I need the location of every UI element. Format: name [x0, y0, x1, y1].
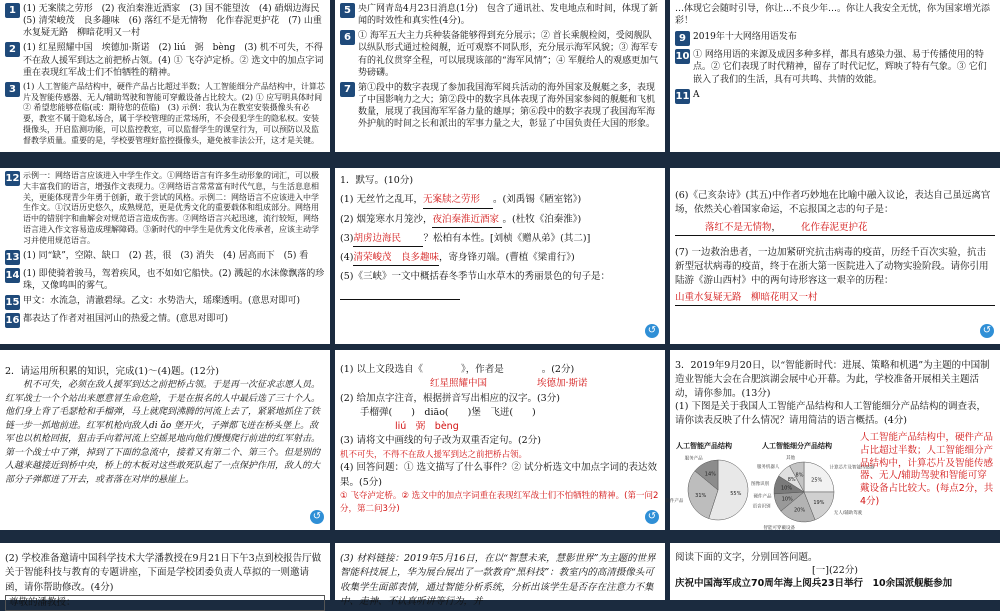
question-heading: 1．默写。(10分): [340, 175, 414, 186]
answer-item: [5, 42, 325, 78]
item-number: 11: [675, 90, 690, 102]
slice-category-label: 图像识别: [751, 482, 770, 488]
answer-row: [340, 377, 660, 391]
chart-area: [665, 442, 875, 531]
tile-question-2: [0, 350, 330, 530]
answer-fill: ① 飞夺泸定桥。② 选文中的加点字词重在表现红军战士们不怕牺牲的精神。(第一问2分，第二问3分): [340, 490, 659, 514]
answer-item: [5, 295, 325, 310]
slice-label: 14%: [704, 471, 716, 478]
item-number: 9: [675, 31, 690, 46]
sub-question: (3) 请将文中画线的句子改为双重否定句。(2分): [340, 435, 541, 447]
tile-question-1: [335, 168, 665, 344]
chart-title: 人工智能产品结构: [676, 442, 732, 450]
answer-fill: 清荣峻茂 良多趣味: [353, 251, 439, 266]
slice-category-label: 服务产品: [684, 456, 703, 462]
item-text: (1) 即使骑着骏马，驾着疾风，也不如如它船快。(2) 溅起的水沫像飘落的珍珠，又像鸣叫的雾气。: [23, 268, 325, 291]
question-text: (7) 一边救治患者，一边加紧研究抗击病毒的疫苗，历经千百次实验，抗击新型冠状病毒的疫苗，终于在浙大第一医院进入了动物实验阶段。请你引用陆游《游山西村》中的两句诗形容这一艰辛的历程：: [675, 246, 989, 287]
question-heading: 3．2019年9月20日，以“智能新时代：进展、策略和机遇”为主题的中国制造业智能大会在合肥滨湖会展中心开幕。为此，学校准备开展相关主题活动，请你参加。(13分): [675, 360, 990, 399]
top-text: …体现它会随时引导，你让…不良少年…。你让人我安全无忧，你为国家增光添彩！: [675, 4, 991, 27]
question-text: (6)《己亥杂诗》(其五)中作者巧妙地在比喻中融入议论，表达自己虽远离官场，依然关心着国家命运，不忘报国之志的句子是：: [675, 190, 991, 216]
reading-section: [一](22分): [812, 564, 858, 576]
line-pre: (2) 烟笼寒水月笼沙，: [340, 213, 433, 225]
item-number: 13: [5, 251, 20, 263]
answer-item: [340, 30, 660, 79]
item-number: 7: [340, 82, 355, 97]
sub-question: (1) 以上文段选自《 》，作者是 。(2分): [340, 364, 575, 375]
sub-question: (4) 回答问题：① 选文描写了什么事件？② 试分析选文中加点字词的表达效果。(5分): [340, 462, 658, 488]
line-pre: (5)《三峡》一文中概括春冬季节山水草木的秀丽景色的句子是：: [340, 271, 610, 283]
answer-item: [675, 49, 995, 85]
question-line: [340, 251, 660, 266]
answer-fill: 红星照耀中国: [430, 378, 488, 390]
answer-fill: 夜泊秦淮近酒家: [432, 213, 502, 228]
slice-category-label: 服务机器人: [756, 464, 780, 470]
question-heading: 2．请运用所积累的知识，完成(1)～(4)题。(12分): [5, 366, 219, 377]
answer-item: [5, 3, 329, 39]
answer-item: [5, 313, 325, 328]
answer-item: [5, 81, 331, 147]
item-number: 5: [340, 3, 355, 18]
item-text: ① 海军五大主力兵种装备能够得到充分展示；② 首长乘舰检阅，受阅舰队以纵队形式通过检阅舰，近可观察不同队形，充分展示海军风貌；③ 海军专有的礼仪贯穿全程，可以展现该部的“海军风情”；④ 军舰给人的观感更加气势磅礴。: [358, 31, 659, 78]
item-text: 2019年十大网络用语发布: [693, 32, 797, 43]
chart-title: 人工智能细分产品结构: [762, 442, 832, 450]
answer-item: [5, 171, 325, 247]
tile-answers-1-3: [0, 0, 330, 152]
tile-answers-12-16: [0, 168, 330, 344]
item-number: 3: [5, 82, 20, 97]
slice-label: 20%: [793, 507, 806, 514]
reading-lead: 阅读下面的文字，分别回答问题。: [675, 552, 818, 563]
item-number: 15: [5, 296, 20, 308]
slice-label: 8%: [787, 476, 796, 483]
item-text: 央广网青岛4月23日消息(1分) 包含了通讯社、发电地点和时间，体现了新闻的时效性和真实性(4分)。: [358, 4, 658, 27]
answer-blank: [340, 285, 460, 300]
letter-salutation: 尊敬的潘教授：: [5, 595, 325, 611]
tile-question-3-material: [335, 543, 665, 607]
passage: 机不可失，必须在敌人援军到达之前把桥占领。于是再一次征求志愿人员。红军战士一个个站出来愿意冒生命危险，于是在报名的人中最后选了三十个人。他们身上背了毛瑟枪和手榴弹，马上就爬到沸腾的河流上去了，紧紧地抓住了铁链一步一抓地前进。红军机枪向敌人di ǎo 堡开火，子弹都飞迸在桥头堡上。敌军也以机枪回报，狙击手向着河流上空摇晃地向他们慢慢爬行前进的红军射击。第一个战士中了弹，掉到了下面的急流中，接着又有第二个、第三个。但是别的人越来越接近到桥中央，桥上的木板对这些敢死队起了一点保护作用，敌人的大部分子弹都迸了开去，或者落在对岸的悬崖上。: [5, 380, 321, 485]
answer-item: [340, 82, 660, 131]
answer-line: 落红不是无情物， 化作春泥更护花: [675, 221, 995, 236]
slice-label: 10%: [781, 485, 793, 492]
tile-question-3: [665, 350, 1000, 531]
answer-fill: 埃德加·斯诺: [537, 378, 588, 390]
slice-label: 25%: [811, 477, 823, 484]
item-text: 第①段中的数字表现了参加我国海军阅兵活动的海外国家及舰艇之多，表现了中国影响力之大；第②段中的数字具体表现了海外国家参阅的舰艇和飞机数量，展现了我国海军军备力量的雄厚；第⑥段中的数字表现了我国海军海外护航的时间之长和派出的军事力量之大，彰显了中国负责任大国的形象。: [358, 82, 656, 130]
sub-question: 手榴弹( ) diāo( )堡 飞迸( ): [360, 406, 536, 418]
pie-charts: [665, 442, 875, 531]
sub-question: (1) 下图是关于我国人工智能产品结构和人工智能细分产品结构的调查表，请你读表反映了什么情况？请用简洁的语言概括。(4分): [675, 401, 986, 427]
item-number: 12: [5, 173, 20, 184]
answer-fill: 无案牍之劳形: [423, 193, 493, 208]
answer-item: [5, 268, 325, 292]
answer-item: [5, 250, 325, 265]
tile-answers-9-11: [670, 0, 1000, 152]
material-text: (3) 材料链接：2019年5月16日，在以“智慧未来，慧影世界”为主题的世界智能科技展上，华为展台展出了一款教育“黑科技”：教室内的高清摄像头可收集学生面部表情，通过智能分析系统，分析出该学生是否存在注意力不集中、走神、不认真听讲等行为，并: [340, 553, 656, 607]
reading-title: 庆祝中国海军成立70周年海上阅兵23日举行 10余国派舰艇参加: [675, 577, 953, 589]
slice-category-label: 计算芯片及智能传感器: [829, 465, 875, 471]
sub-question: (2) 学校准备邀请中国科学技术大学潘教授在9月21日下午3点到校报告厅做关于智能科技与教育的专题讲座，下面是学校团委负责人草拟的一则邀请函，请你帮助修改。(4分): [5, 553, 322, 593]
slice-category-label: 语音识别: [752, 504, 771, 510]
question-line: [340, 193, 660, 208]
question-line: [340, 213, 660, 228]
tile-reading: [670, 543, 1000, 600]
slice-category-label: 无人/辅助驾驶: [833, 511, 863, 517]
item-text: (1) 红星照耀中国 埃德加·斯诺 (2) liú 弼 bèng (3) 机不可失，不得不在敌人援军到达之前把桥占领。(4) ① 飞夺泸定桥。② 选文中的加点字词重在表现红军战士们不怕牺牲的精神。: [23, 43, 324, 78]
tile-question-1-cont: [670, 168, 1000, 344]
line-pre: (3): [340, 232, 354, 244]
answer-item: [340, 3, 660, 27]
slice-category-label: 其他: [786, 456, 796, 462]
item-number: 10: [675, 51, 690, 63]
item-text: A: [693, 89, 700, 100]
answer-fill: liú 弼 bèng: [395, 421, 459, 432]
line-post: ，寄身锋刃端。(曹植《梁甫行》): [438, 252, 575, 263]
item-text: ① 网络用语的来源及成因多种多样，都具有感染力强、易于传播使用的特点。② 它们表现了时代精神，留存了时代记忆，辉映了特有气象。③ 它们嵌入了我们的生活，具有可共鸣、共情的效能。: [693, 50, 987, 85]
line-post: 。(杜牧《泊秦淮》): [502, 213, 582, 225]
return-icon[interactable]: ↺: [645, 510, 659, 524]
return-icon[interactable]: ↺: [645, 324, 659, 338]
question-line: [340, 232, 660, 247]
line-pre: (4): [340, 252, 354, 263]
item-number: 6: [340, 30, 355, 45]
answer-fill: 山重水复疑无路 柳暗花明又一村: [675, 291, 818, 303]
item-text: (1) 人工智能产品结构中，硬件产品占比超过半数；人工智能细分产品结构中，计算芯片及智能传感器、无人/辅助驾驶和智能可穿戴设备占比较大。(2) ① 应写明具体时间 ② 希望您能够莅临(或：期待您的莅临) (3) 示例：我认为在教室安装摄像头有必要，教室不属于隐私场合，属于学校管理的正常场所，不会侵犯学生的隐私权。安装摄像头，开启监测功能，可以监控教室，可以监督学生的课堂行为，可以预防以及监督教学质量。重要的是，学校要管理好监控摄像头，避免被非法公开，这才是关键。: [23, 81, 331, 145]
return-icon[interactable]: ↺: [310, 510, 324, 524]
sub-question: (2) 给加点字注音，根据拼音写出相应的汉字。(3分): [340, 392, 560, 404]
answer-line: [675, 291, 995, 306]
line-post: ？松柏有本性。[刘桢《赠从弟》(其二)]: [423, 232, 591, 244]
slice-label: 8%: [795, 472, 804, 479]
return-icon[interactable]: ↺: [980, 324, 994, 338]
answer-fill: 胡虏边海民: [353, 232, 423, 247]
question-line: [340, 270, 660, 300]
tile-question-2-parts: [335, 350, 665, 530]
item-text: (1) 同“缺”，空隙、缺口 (2) 甚，很 (3) 消失 (4) 居高而下 (5) 看: [23, 250, 309, 261]
answer-item: [675, 89, 995, 104]
item-text: (1) 无案牍之劳形 (2) 夜泊秦淮近酒家 (3) 国不能望汝 (4) 硝烟边海民 (5) 清荣峻茂 良多趣味 (6) 落红不是无情物 化作春泥更护花 (7) 山重水复疑无路 柳暗花明又一村: [23, 4, 329, 39]
item-number: 2: [5, 42, 20, 57]
chart-answer: 人工智能产品结构中，硬件产品占比超过半数；人工智能细分产品结构中，计算芯片及智能传感器、无人/辅助驾驶和智能可穿戴设备占比较大。(每点2分，共4分): [860, 432, 994, 508]
slice-label: 10%: [781, 496, 793, 503]
answer-item: [675, 31, 995, 46]
slice-label: 55%: [730, 490, 742, 497]
tile-question-3-invitation: [0, 543, 330, 608]
line-post: 。(刘禹锡《陋室铭》): [492, 194, 582, 206]
item-text: 甲文：水流急，清澈碧绿。乙文：水势浩大，瑶璨透明。(意思对即可): [23, 295, 301, 306]
item-number: 14: [5, 269, 20, 281]
answer-fill: 落红不是无情物: [705, 221, 772, 233]
slice-category-label: 硬件产品: [753, 494, 772, 500]
slice-category-label: 智能可穿戴设备: [763, 525, 796, 531]
slice-label: 31%: [695, 493, 707, 500]
tile-answers-5-7: [335, 0, 665, 152]
line-pre: (1) 无丝竹之乱耳，: [340, 194, 423, 206]
answer-fill: 机不可失，不得不在敌人援军到达之前把桥占领。: [340, 449, 528, 460]
answer-fill: 化作春泥更护花: [801, 221, 868, 233]
slice-category-label: 软件产品: [665, 499, 684, 505]
item-text: 都表达了作者对祖国河山的热爱之情。(意思对即可): [23, 313, 229, 324]
item-text: 示例一：网络语言应该进入中学生作文。①网络语言有许多生动形象的词汇，可以极大丰富我们的语言，增强作文表现力。②网络语言常常富有时代气息，与生活息息相关，更能体现青少年勇于创新，敢于尝试的风格。示例二：网络语言不应该进入中学生作文。①汉语历史悠久，成熟规范，更是优秀文化的重要载体和组成部分。网络用语中的错别字和曲解会对规范语言造成伤害。②网络语言兴起迅速，流行较短，网络语言进入作文容易造成理解障碍。③新时代的中学生是优秀文化传承者，应该主动学习并使用规范语言。: [23, 171, 319, 245]
item-number: 16: [5, 314, 20, 326]
slice-label: 19%: [813, 500, 825, 507]
item-number: 1: [5, 3, 20, 18]
